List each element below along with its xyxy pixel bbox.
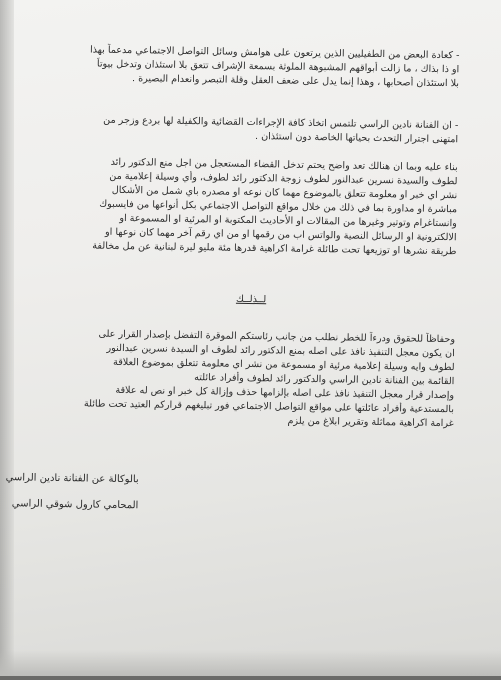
paragraph-4-line-3: لطوف وايه وسيلة إعلامية مرئية او مسموعة من نشر اي معلومة تتعلق بموضوع العلاقة bbox=[37, 355, 455, 375]
paragraph-4-line-2: ان يكون معجل التنفيذ نافذ على اصله بمنع الدكتور رائد لطوف او السيدة نسرين عبدالنور bbox=[37, 341, 455, 361]
paragraph-3-line-1: بناء عليه وبما ان هنالك تعد واضح يحتم تدخل القضاء المستعجل من اجل منع الدكتور رائد bbox=[40, 155, 458, 175]
paragraph-4-line-6: بالمستدعية وأفراد عائلتها على مواقع التواصل الاجتماعي فور تبليغهم قراركم العتيد تحت طائلة bbox=[36, 397, 454, 417]
paragraph-3-line-2: لطوف والسيدة نسرين عبدالنور لطوف زوجة الدكتور رائد لطوف، وأي وسيلة إعلامية من bbox=[39, 169, 457, 189]
section-heading: لــذلــك bbox=[236, 294, 266, 305]
paragraph-1-line-1: - كعادة البعض من الطفيليين الذين يرتعون على هوامش وسائل التواصل الاجتماعي مدعماً بهذا bbox=[41, 43, 459, 63]
paragraph-1-line-3: بلا استئذان أصحابها ، وهذا إنما يدل على ضعف العقل وقلة التبصر وانعدام البصيرة . bbox=[41, 71, 459, 91]
paragraph-4-line-5: وإصدار قرار معجل التنفيذ نافذ على اصله بإلزامها حذف وإزالة كل خبر او نص له علاقة bbox=[36, 383, 454, 403]
paragraph-3-line-4: مباشرة او مداورة بما في ذلك من خلال مواقع التواصل الاجتماعي بكل أنواعها من فايسبوك bbox=[39, 197, 457, 217]
paragraph-2-line-1: - ان الفنانة نادين الراسي تلتمس اتخاذ كافة الإجراءات القضائية والكفيلة لها بردع وزجر من bbox=[40, 113, 458, 133]
paragraph-3-line-5: وانستاغرام وتوتير وغيرها من المقالات او الأحاديث المكتوبة او المرئية او المسموعة او bbox=[39, 211, 457, 231]
paragraph-1-line-2: او ذا بذاك ، ما زالت أبواقهم المشبوهة الملوثة بسمعة الإشراف تتعق بلا استئذان وتدخل بيوتاً bbox=[41, 57, 459, 77]
paragraph-4-line-4: القائمة بين الفنانة نادين الراسي والدكتور رائد لطوف وأفراد عائلته bbox=[36, 369, 454, 389]
paragraph-3-line-3: نشر اي خبر او معلومة تتعلق بالموضوع مهما كان نوعه او مصدره باي شمل من الأشكال bbox=[39, 183, 457, 203]
signature-line-2: المحامي كارول شوقي الراسي bbox=[12, 498, 139, 511]
signature-line-1: بالوكالة عن الفنانة نادين الراسي bbox=[6, 472, 139, 485]
paragraph-3-line-6: الالكترونية او الرسائل النصية والواتس اب من رقمها او من اي رقم آخر مهما كان نوعها او bbox=[39, 225, 457, 245]
paragraph-4-line-7: غرامة اكراهية مماثلة وتقرير ابلاغ من يلزم bbox=[36, 411, 454, 431]
paragraph-2-line-2: امتهنى اجترار التحدث بحياتها الخاصة دون استئذان . bbox=[40, 127, 458, 147]
paragraph-4-line-1: وحفاظاً للحقوق ودرءاً للخطر نطلب من جانب رئاستكم الموقرة التفضل بإصدار القرار على bbox=[37, 327, 455, 347]
paragraph-3-line-7: طريقة نشرها او توزيعها تحت طائلة غرامة اكراهية قدرها مئة مليو ليرة لبنانية عن مل مخالفة bbox=[38, 239, 456, 259]
